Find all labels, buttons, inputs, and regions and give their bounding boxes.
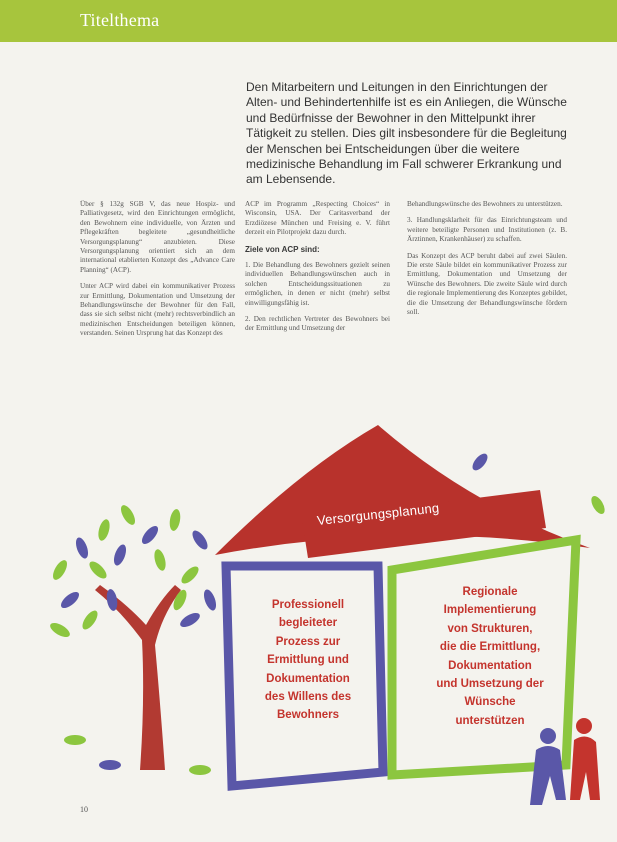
goals-heading: Ziele von ACP sind:: [245, 244, 320, 254]
col1-paragraph-2: Unter ACP wird dabei ein kommunikativer Prozess zur Ermittlung, Dokumentation und Umsetzung der Behandlungswünsche der Bewohner für den Fall, dass sie sich selbst nicht (mehr) rechtsverbindlich an medizinischen Entscheidungen beteiligen können, verstanden. Seinen Ursprung hat das Konzept des: [80, 282, 235, 338]
page-number: 10: [80, 805, 88, 814]
column-2: [245, 200, 390, 341]
tree-trunk: [95, 585, 181, 770]
right-box-line: Regionale: [462, 586, 518, 598]
left-box-line: begleiteter: [278, 617, 338, 630]
left-box-line: Bewohners: [277, 709, 339, 722]
column-1: [80, 200, 235, 346]
lead-paragraph: Den Mitarbeitern und Leitungen in den Einrichtungen der Alten- und Behindertenhilfe ist es ein Anliegen, die Wünsche und Bedürfnisse der Bewohner in den Mittelpunkt ihrer Tätigkeit zu stellen. Dies gilt insbesondere für die Begleitung der Menschen bei Entscheidungen über die weitere medizinische Behandlung im Fall schwerer Erkrankung und am Lebensende.: [246, 80, 567, 187]
right-box-line: und Umsetzung der: [436, 678, 544, 691]
right-box-text: [410, 583, 570, 730]
right-box-line: Dokumentation: [448, 659, 532, 672]
col3-paragraph-1: Behandlungswünsche des Bewohners zu unterstützen.: [407, 200, 563, 208]
header-band: [0, 0, 617, 42]
right-box-line: unterstützen: [455, 714, 525, 727]
right-box-line: von Strukturen,: [447, 622, 533, 635]
goal-item-2: 2. Den rechtlichen Vertreter des Bewohners bei der Ermittlung und Umsetzung der: [245, 315, 390, 333]
left-box-line: Ermittlung und: [267, 654, 349, 667]
left-box-line: Dokumentation: [266, 672, 350, 685]
left-box-line: des Willens des: [264, 691, 352, 704]
banner-label: Versorgungsplanung: [316, 500, 440, 528]
goal-item-3: 3. Handlungsklarheit für das Einrichtungsteam und weitere beteiligte Personen und Institutionen (z. B. Ärztinnen, Krankenhäuser) zu schaffen.: [407, 216, 567, 244]
left-box-line: Professionell: [271, 599, 345, 611]
col1-paragraph-1: Über § 132g SGB V, das neue Hospiz- und Palliativgesetz, wird den Einrichtungen ermöglicht, den Bewohnern eine individuelle, von Ärzten und Pflegekräften begleitete „gesundheitliche Versorgungsplanung“ anzubieten. Diese Versorgungsplanung orientiert sich an dem international etablierten Konzept des „Advance Care Planning“ (ACP).: [80, 200, 235, 274]
goal-item-1: 1. Die Behandlung des Bewohners gezielt seinen individuellen Behandlungswünschen auch in solchen Entscheidungssituationen zu ermöglichen, in denen er nicht (mehr) selbst einwilligungsfähig ist.: [245, 261, 390, 307]
section-title: Titelthema: [80, 10, 160, 30]
right-box-line: die die Ermittlung,: [439, 641, 541, 654]
left-box-line: Prozess zur: [275, 635, 341, 648]
col2-paragraph-1: ACP im Programm „Respecting Choices“ in Wisconsin, USA. Der Caritasverband der Erzdiözese München und Freising e. V. führt derzeit ein Pilotprojekt dazu durch.: [245, 200, 390, 237]
right-box-line: Wünsche: [464, 696, 516, 709]
col3-paragraph-2: Das Konzept des ACP beruht dabei auf zwei Säulen. Die erste Säule bildet ein kommunikativer Prozess zur Ermittlung, Dokumentation und Umsetzung der Wünsche des Bewohners. Die zweite Säule wird durch die regionale Implementierung des Konzeptes gebildet, die die Umsetzung der Behandlungswünsche fördern soll.: [407, 251, 567, 317]
column-3: [407, 200, 567, 324]
left-box-text: [243, 596, 373, 725]
right-box-line: Implementierung: [443, 604, 537, 617]
